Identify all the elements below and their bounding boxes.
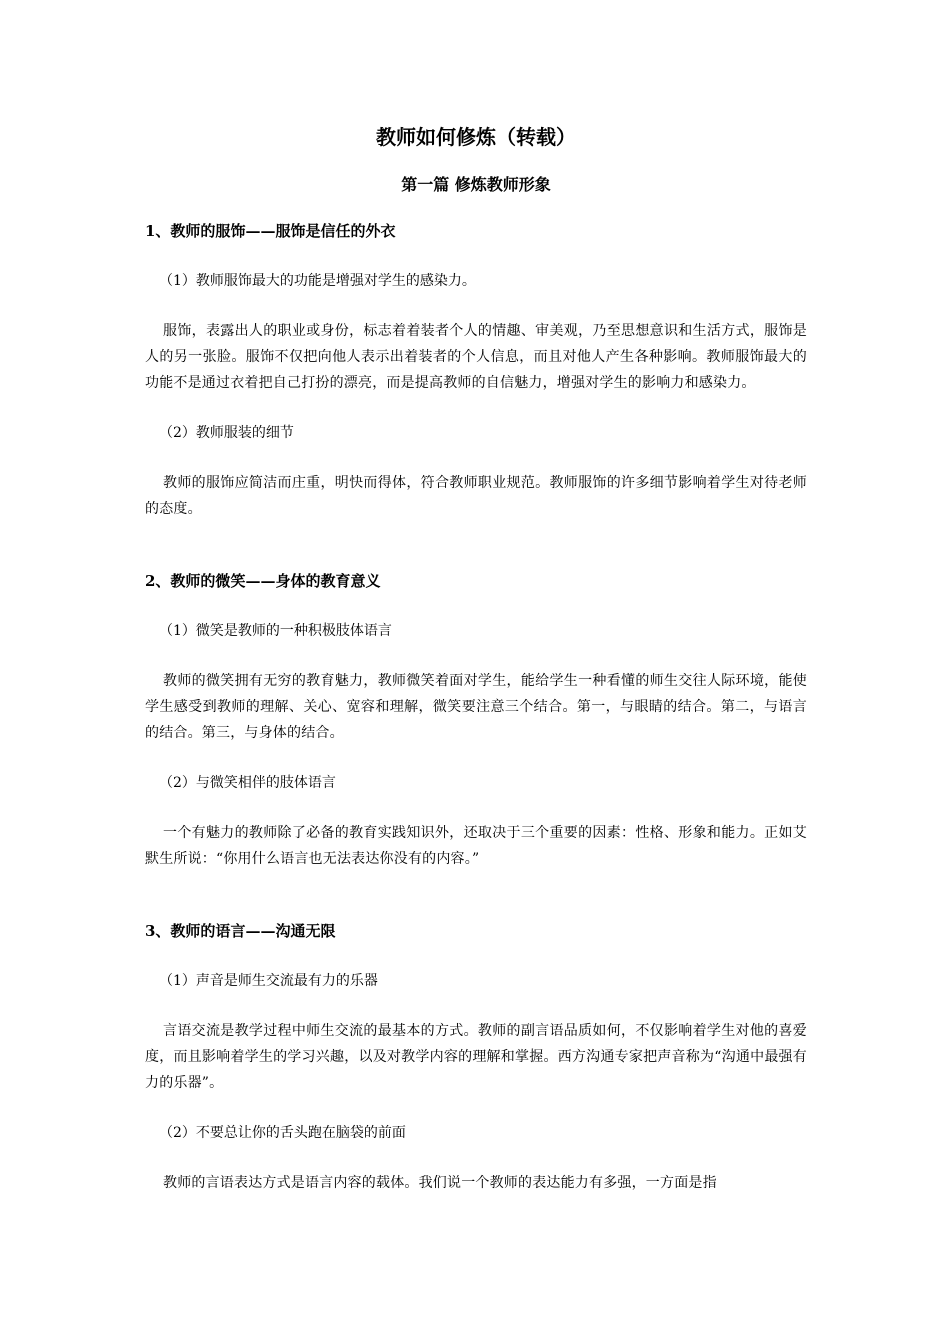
- paragraph: 教师的服饰应简洁而庄重，明快而得体，符合教师职业规范。教师服饰的许多细节影响着学生对待老师的态度。: [145, 475, 807, 517]
- subheading: （1）声音是师生交流最有力的乐器: [159, 973, 378, 989]
- section-clothing: [145, 218, 807, 522]
- section-language: [145, 918, 807, 1196]
- document-content: [145, 120, 807, 1196]
- paragraph: 教师的言语表达方式是语言内容的载体。我们说一个教师的表达能力有多强，一方面是指: [163, 1175, 717, 1191]
- subheading: （2）与微笑相伴的肢体语言: [159, 775, 336, 791]
- paragraph: 一个有魅力的教师除了必备的教育实践知识外，还取决于三个重要的因素：性格、形象和能力。正如艾默生所说：“你用什么语言也无法表达你没有的内容。”: [145, 825, 807, 867]
- subheading: （1）教师服饰最大的功能是增强对学生的感染力。: [159, 273, 476, 289]
- section-heading: 3、教师的语言——沟通无限: [145, 922, 336, 940]
- document-title: 教师如何修炼（转载）: [376, 125, 576, 149]
- paragraph: 服饰，表露出人的职业或身份，标志着着装者个人的情趣、审美观，乃至思想意识和生活方式，服饰是人的另一张脸。服饰不仅把向他人表示出着装者的个人信息，而且对他人产生各种影响。教师服饰最大的功能不是通过衣着把自己打扮的漂亮，而是提高教师的自信魅力，增强对学生的影响力和感染力。: [145, 323, 807, 391]
- subheading: （2）教师服装的细节: [159, 425, 294, 441]
- section-heading: 2、教师的微笑——身体的教育意义: [145, 572, 381, 590]
- section-smile: [145, 568, 807, 872]
- subheading: （2）不要总让你的舌头跑在脑袋的前面: [159, 1125, 406, 1141]
- part-title: 第一篇 修炼教师形象: [401, 175, 551, 194]
- section-heading: 1、教师的服饰——服饰是信任的外衣: [145, 222, 396, 240]
- paragraph: 言语交流是教学过程中师生交流的最基本的方式。教师的副言语品质如何，不仅影响着学生对他的喜爱度，而且影响着学生的学习兴趣，以及对教学内容的理解和掌握。西方沟通专家把声音称为“沟通中最强有力的乐器”。: [145, 1023, 807, 1091]
- paragraph: 教师的微笑拥有无穷的教育魅力，教师微笑着面对学生，能给学生一种看懂的师生交往人际环境，能使学生感受到教师的理解、关心、宽容和理解，微笑要注意三个结合。第一，与眼睛的结合。第二，与语言的结合。第三，与身体的结合。: [145, 673, 807, 741]
- subheading: （1）微笑是教师的一种积极肢体语言: [159, 623, 392, 639]
